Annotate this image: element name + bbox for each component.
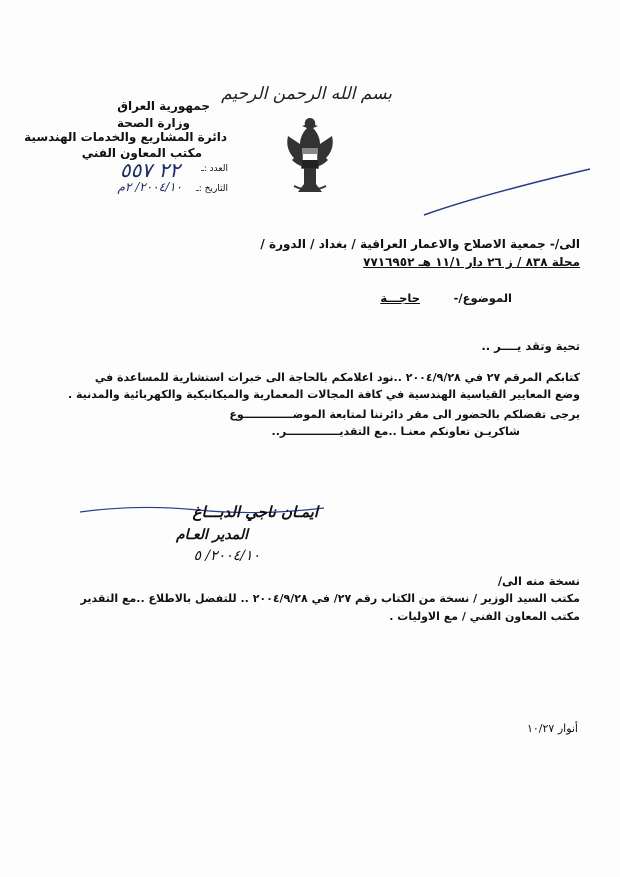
- subject-value: حاجـــة: [380, 291, 420, 305]
- copies-label: نسخة منه الى/: [497, 574, 580, 588]
- signatory-name: ايمـان ناجي الدبـــاغ: [192, 503, 318, 521]
- footer-typist: أنوار ١٠/٢٧: [526, 722, 578, 735]
- recipient-line-2: محلة ٨٣٨ / ز ٢٦ دار ١١/١ هـ ٧٧١٦٩٥٢: [363, 255, 580, 269]
- copies-item-2: مكتب المعاون الفني / مع الاوليات .: [389, 610, 580, 623]
- letterhead-office: مكتب المعاون الفني: [81, 146, 202, 160]
- number-label: العدد :ـ: [201, 164, 228, 174]
- pen-stroke: [420, 165, 600, 225]
- letterhead-directorate: دائرة المشاريع والخدمات الهندسية: [24, 130, 227, 144]
- basmala: بسم الله الرحمن الرحيم: [221, 84, 392, 104]
- signatory-title: المدير العـام: [175, 527, 248, 543]
- letterhead-country: جمهورية العراق: [117, 99, 210, 113]
- greeting: تحية وتقد يــــر ..: [481, 339, 580, 353]
- copies-item-1: مكتب السيد الوزير / نسخة من الكتاب رقم ٢٧/ في ٢٠٠٤/٩/٢٨ .. للتفضل بالاطلاع ..مع التقدير: [80, 592, 580, 605]
- subject-label: الموضوع/-: [453, 291, 512, 305]
- number-value: ٢٢ ٥٥٧: [119, 158, 180, 182]
- body-line-1: كتابكم المرقم ٢٧ في ٢٠٠٤/٩/٢٨ ..نود اعلامكم بالحاجة الى خبرات استشارية للمساعدة في: [94, 371, 580, 384]
- signature-date: ٢٠٠٤/١٠/ ٥: [193, 548, 260, 564]
- body-line-3: يرجى تفضلكم بالحضور الى مقر دائرتنا لمتابعة الموضـــــــــــــوع: [229, 408, 580, 421]
- body-line-4: شاكريـن تعاونكم معنـا ..مع التقديــــــــــــــر..: [271, 425, 520, 438]
- iraq-emblem-icon: [278, 114, 342, 196]
- date-label: التاريخ :ـ: [196, 184, 228, 194]
- date-value: ٢٠٠٤/١٠/ ٢م: [117, 180, 182, 194]
- body-line-2: وضع المعايير القياسية الهندسية في كافة المجالات المعمارية والميكانيكية والكهربائية والمدنية .: [67, 388, 580, 401]
- recipient-line-1: الى/- جمعية الاصلاح والاعمار العراقية / بغداد / الدورة /: [260, 237, 580, 251]
- letterhead-ministry: وزارة الصحة: [116, 116, 190, 130]
